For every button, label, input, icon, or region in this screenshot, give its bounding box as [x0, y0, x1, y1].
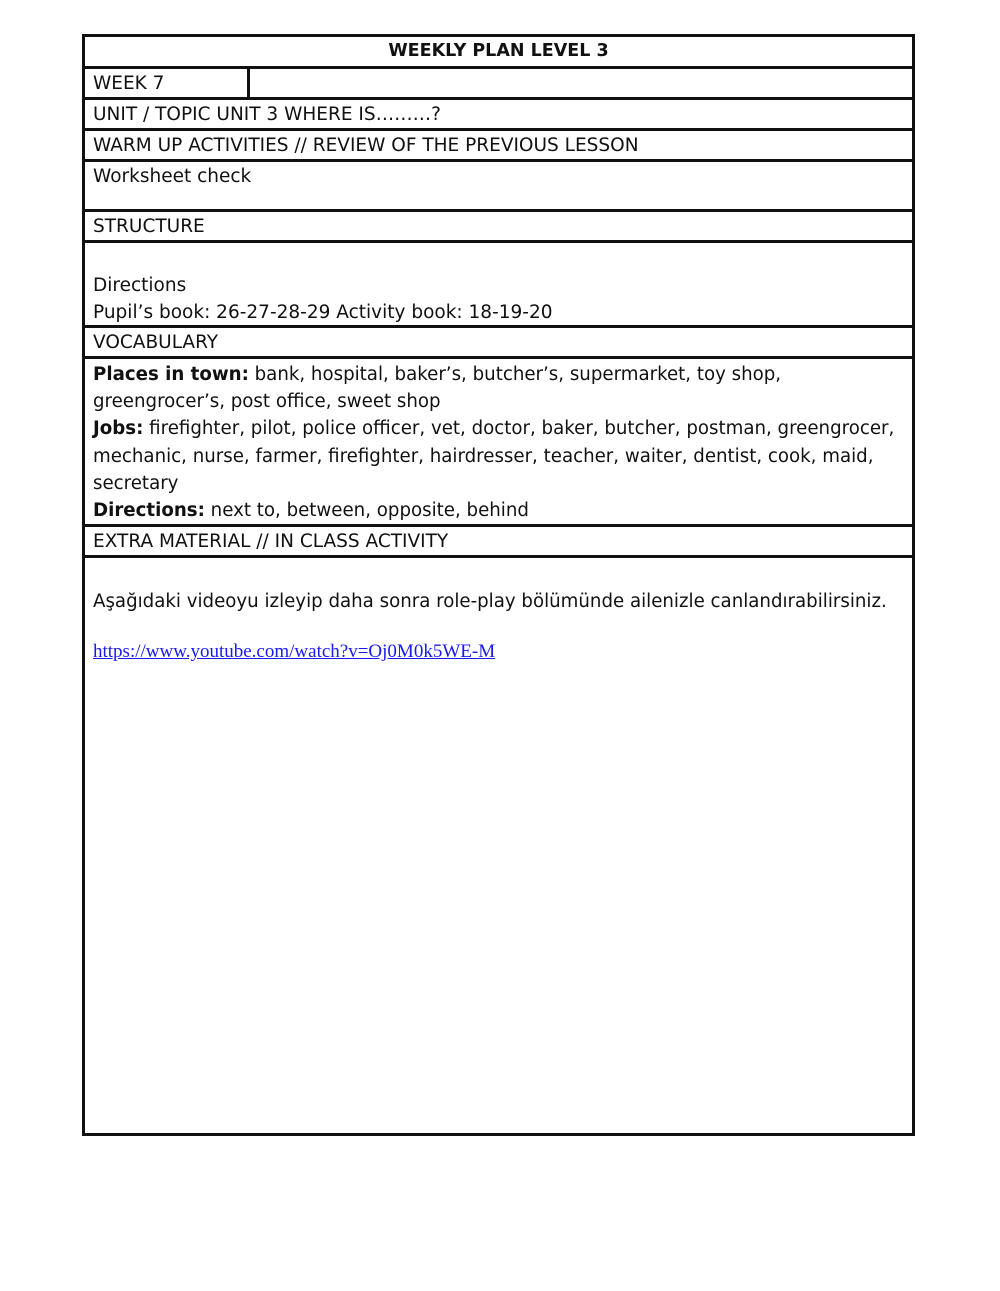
extra-material-heading: EXTRA MATERIAL // IN CLASS ACTIVITY [93, 531, 449, 552]
extra-material-content-row [85, 558, 912, 1133]
structure-directions: Directions [93, 275, 187, 296]
warm-up-content-row [85, 162, 912, 212]
plan-title-row [85, 37, 912, 69]
unit-topic-text: UNIT / TOPIC UNIT 3 WHERE IS………? [93, 104, 441, 125]
vocabulary-heading-row [85, 328, 912, 359]
weekly-plan-table [82, 34, 915, 1136]
vocab-places-label: Places in town: [93, 364, 249, 385]
structure-heading: STRUCTURE [93, 216, 205, 237]
extra-instruction: Aşağıdaki videoyu izleyip daha sonra role-play bölümünde ailenizle canlandırabilirsiniz. [93, 591, 887, 612]
vocabulary-content-row [85, 359, 912, 527]
week-cell [85, 69, 250, 97]
vocab-places [93, 361, 904, 415]
vocab-jobs-label: Jobs: [93, 418, 144, 440]
plan-title: WEEKLY PLAN LEVEL 3 [388, 41, 609, 61]
structure-books: Pupil’s book: 26-27-28-29 Activity book: 18-19-20 [93, 302, 553, 323]
vocab-jobs [93, 415, 904, 497]
warm-up-text: Worksheet check [93, 166, 252, 187]
extra-material-heading-row [85, 527, 912, 558]
structure-content-row [85, 243, 912, 328]
week-row [85, 69, 912, 100]
vocabulary-heading: VOCABULARY [93, 332, 219, 353]
structure-heading-row [85, 212, 912, 243]
vocab-directions-text: next to, between, opposite, behind [204, 500, 529, 522]
video-link[interactable]: https://www.youtube.com/watch?v=Oj0M0k5WE-M [93, 641, 496, 662]
warm-up-heading-row [85, 131, 912, 162]
warm-up-heading: WARM UP ACTIVITIES // REVIEW OF THE PREVIOUS LESSON [93, 135, 639, 156]
vocab-jobs-text: firefighter, pilot, police officer, vet, doctor, baker, butcher, postman, greengrocer, mechanic, nurse, farmer, firefighter, hairdresser, teacher, waiter, dentist, cook, maid, secretary [93, 418, 895, 494]
vocab-directions-label: Directions: [93, 500, 205, 522]
week-label: WEEK 7 [93, 73, 165, 94]
vocab-directions [93, 497, 904, 524]
unit-topic-row [85, 100, 912, 131]
vocab-places-text: bank, hospital, baker’s, butcher’s, supermarket, toy shop, greengrocer’s, post office, sweet shop [93, 364, 782, 413]
week-blank-cell [250, 69, 912, 97]
